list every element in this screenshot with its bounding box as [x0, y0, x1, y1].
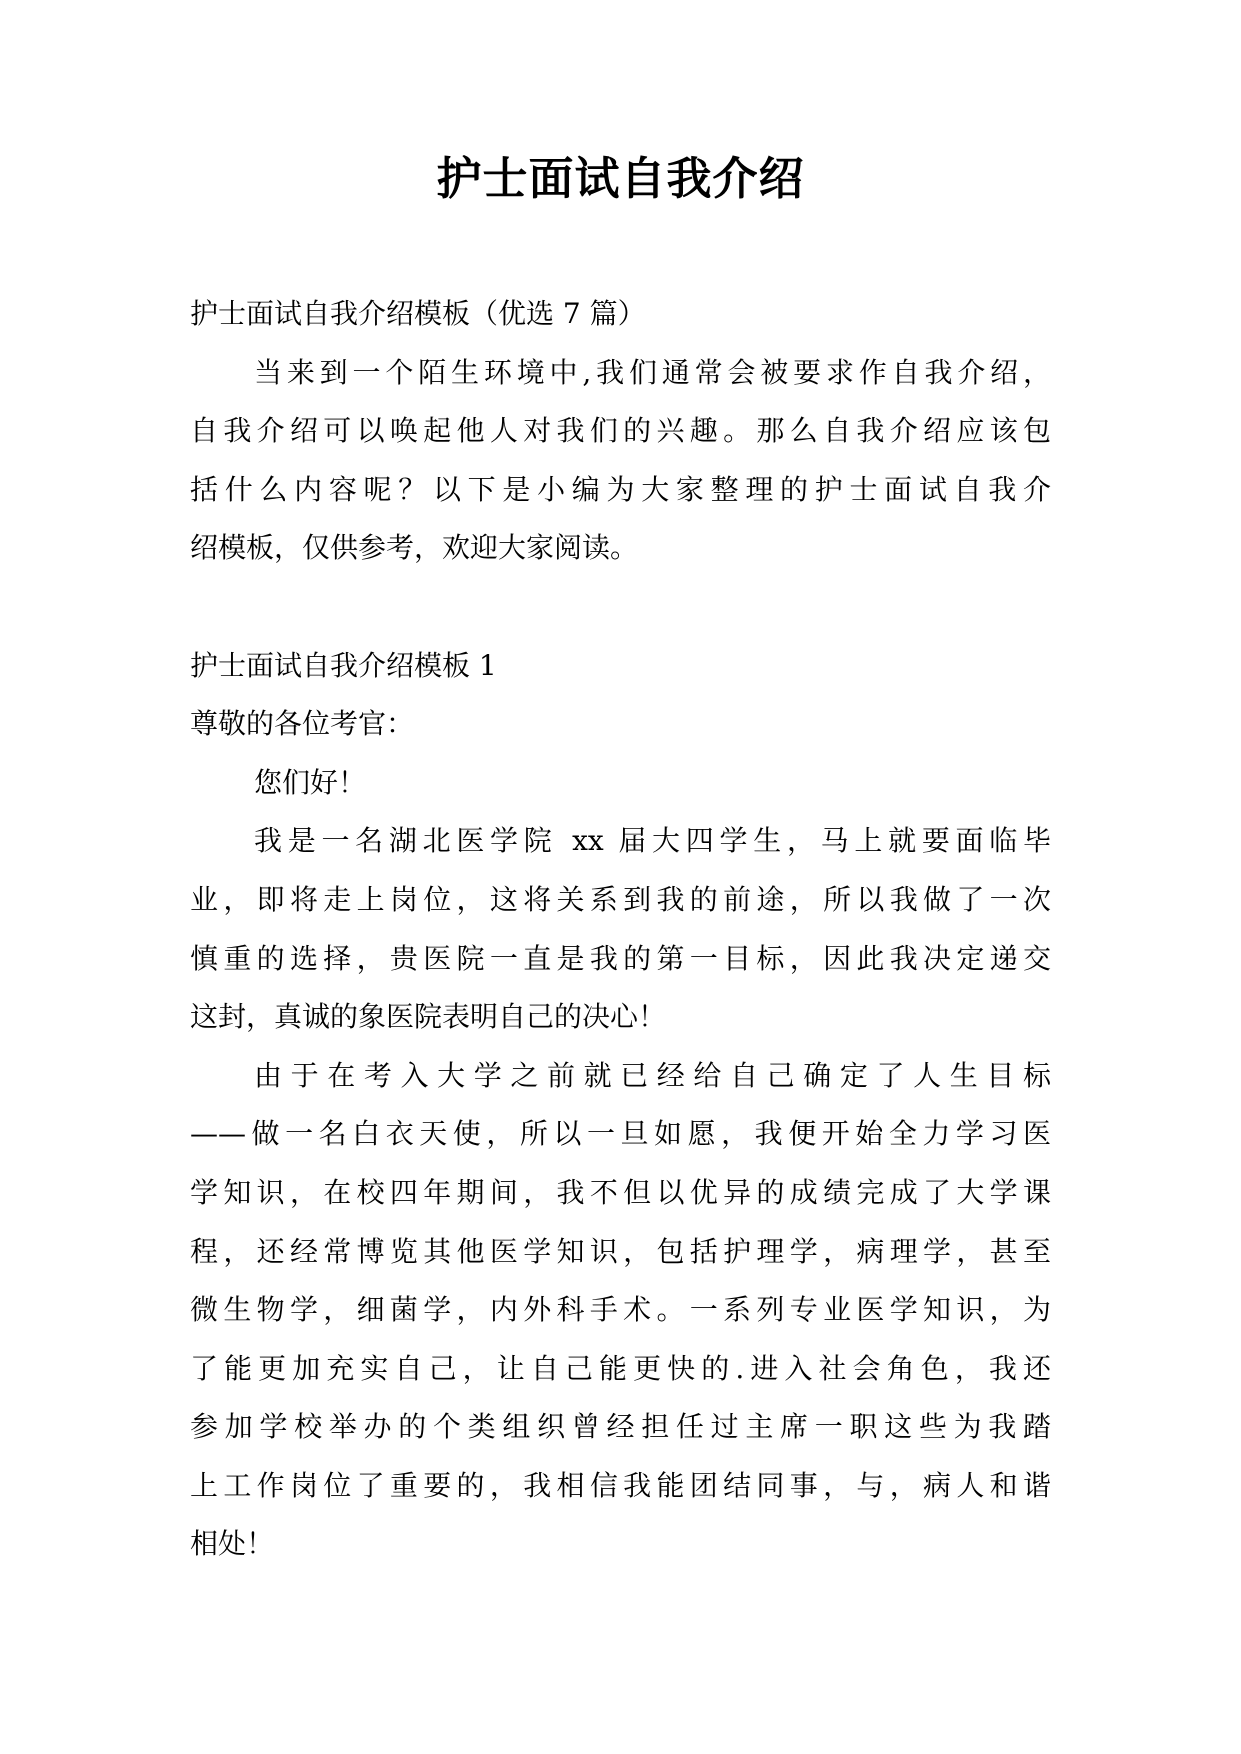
paragraph-line: 学知识，在校四年期间，我不但以优异的成绩完成了大学课 [190, 1175, 1051, 1209]
blank-line [190, 578, 1051, 637]
paragraph-line: 慎重的选择，贵医院一直是我的第一目标，因此我决定递交 [190, 941, 1051, 975]
salutation: 尊敬的各位考官： [190, 707, 415, 741]
paragraph-line: 括什么内容呢？以下是小编为大家整理的护士面试自我介 [190, 472, 1051, 506]
document-subtitle: 护士面试自我介绍模板（优选 7 篇） [190, 297, 646, 330]
paragraph-line: 了能更加充实自己，让自己能更快的.进入社会角色，我还 [190, 1351, 1051, 1385]
intro-paragraph [190, 344, 1051, 578]
paragraph-line: 程，还经常博览其他医学知识，包括护理学，病理学，甚至 [190, 1234, 1051, 1268]
paragraph-line: 绍模板，仅供参考，欢迎大家阅读。 [190, 531, 639, 565]
paragraph-line: 参加学校举办的个类组织曾经担任过主席一职这些为我踏 [190, 1410, 1051, 1444]
body-paragraph-3 [190, 1047, 1051, 1574]
greeting: 您们好！ [254, 765, 367, 799]
section-heading: 护士面试自我介绍模板 1 [190, 648, 497, 682]
paragraph-line: 我是一名湖北医学院 xx 届大四学生，马上就要面临毕 [254, 824, 1051, 858]
paragraph-line: ——做一名白衣天使，所以一旦如愿，我便开始全力学习医 [190, 1117, 1051, 1151]
paragraph-line: 业，即将走上岗位，这将关系到我的前途，所以我做了一次 [190, 882, 1051, 916]
paragraph-line: 相处！ [190, 1527, 275, 1561]
paragraph-line: 微生物学，细菌学，内外科手术。一系列专业医学知识，为 [190, 1293, 1051, 1327]
document-body [190, 285, 1051, 1574]
document-title: 护士面试自我介绍 [436, 152, 805, 205]
paragraph-line: 上工作岗位了重要的，我相信我能团结同事，与，病人和谐 [190, 1468, 1051, 1502]
paragraph-line: 自我介绍可以唤起他人对我们的兴趣。那么自我介绍应该包 [190, 414, 1051, 448]
paragraph-line: 这封，真诚的象医院表明自己的决心！ [190, 1000, 667, 1034]
paragraph-line: 当来到一个陌生环境中,我们通常会被要求作自我介绍， [254, 355, 1051, 389]
paragraph-line: 由于在考入大学之前就已经给自己确定了人生目标 [254, 1058, 1051, 1092]
body-paragraph-2 [190, 812, 1051, 1046]
